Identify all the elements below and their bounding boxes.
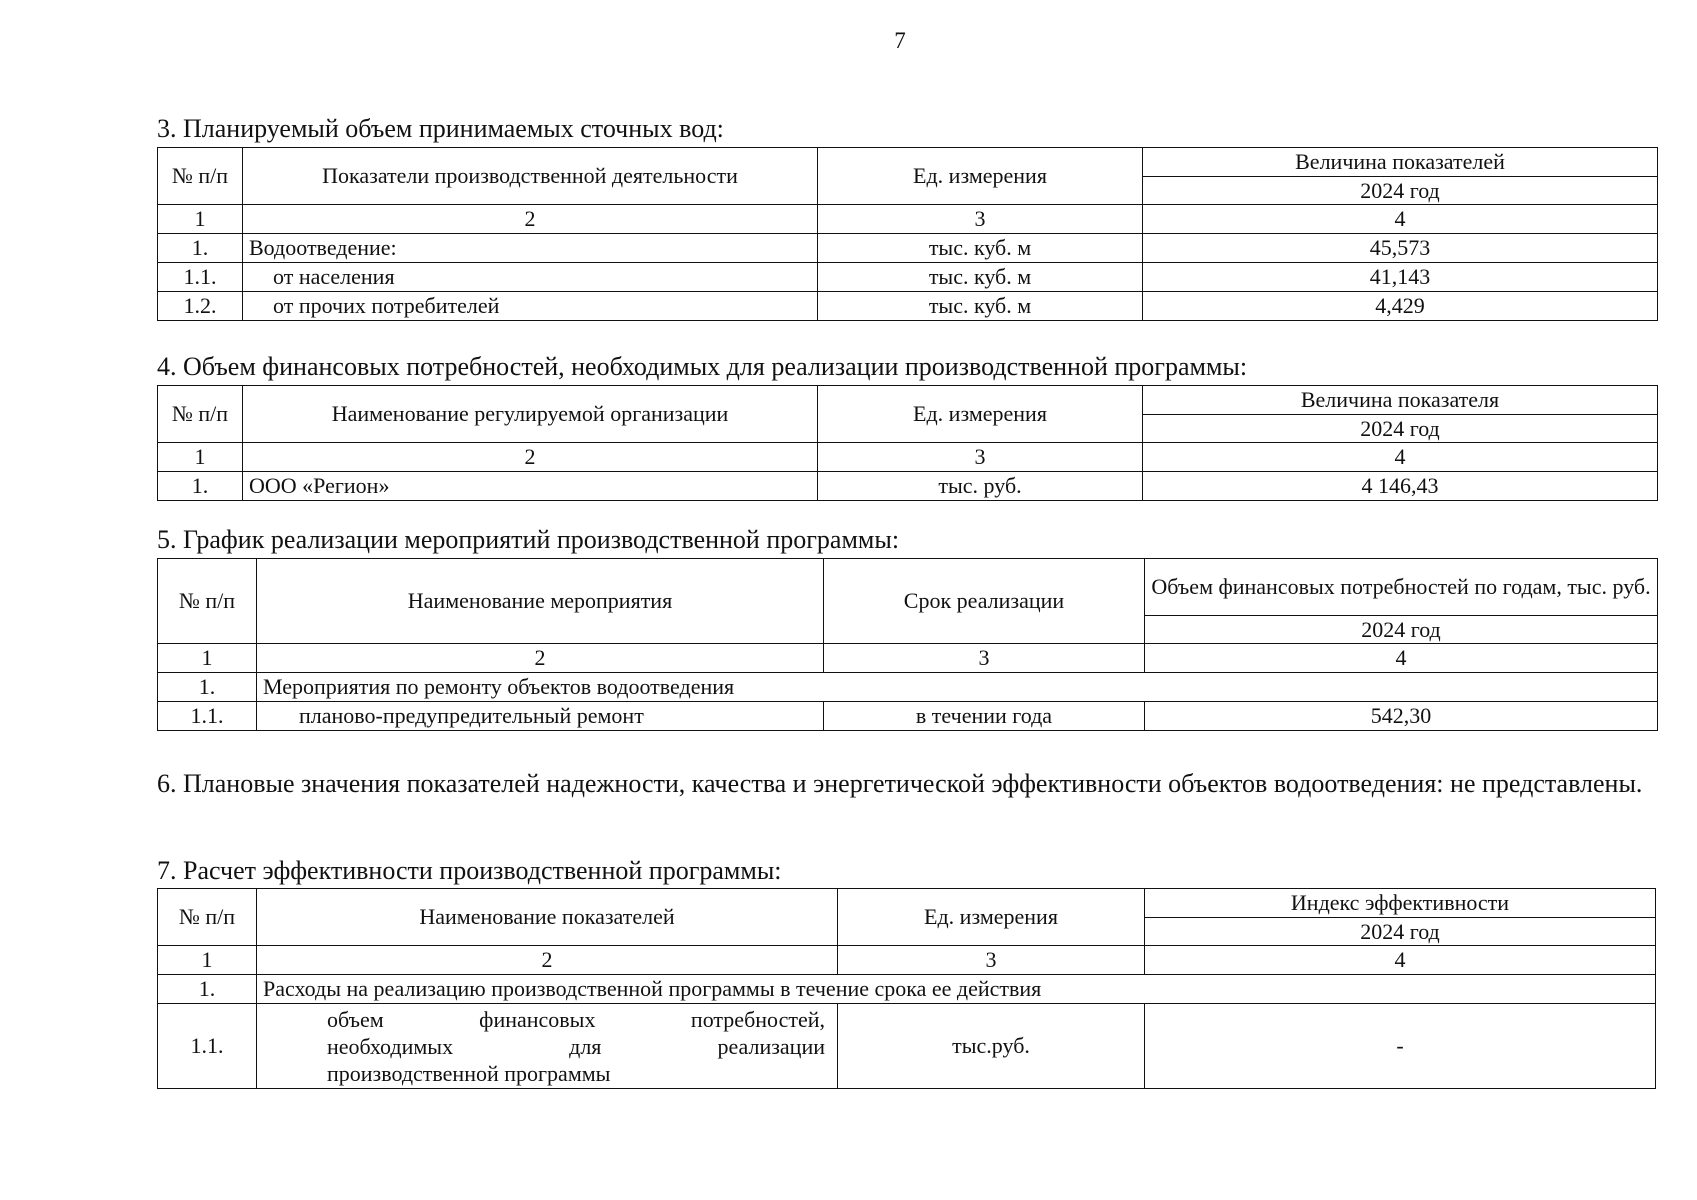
row-name: от прочих потребителей [243,292,818,321]
row-num: 1. [158,234,243,263]
colnum: 3 [838,946,1145,975]
column-number-row [158,644,1658,673]
row-name: планово-предупредительный ремонт [257,702,824,731]
colnum: 2 [257,946,838,975]
row-name-line: необходимых для реализации [327,1033,825,1059]
colnum: 3 [824,644,1145,673]
row-name-line: объем финансовых потребностей, [327,1006,825,1032]
table-row [158,702,1658,731]
row-name [257,1004,838,1089]
row-num: 1.2. [158,292,243,321]
table-row [158,472,1658,501]
table-row [158,1004,1656,1089]
table-row [158,292,1658,321]
row-unit: тыс.руб. [838,1004,1145,1089]
colnum: 2 [243,443,818,472]
colnum: 1 [158,205,243,234]
colnum: 1 [158,946,257,975]
header-value: Величина показателей [1143,148,1658,177]
section-7-title: 7. Расчет эффективности производственной программы: [157,856,782,885]
header-indicator: Показатели производственной деятельности [243,148,818,205]
row-name: ООО «Регион» [243,472,818,501]
colnum: 4 [1143,205,1658,234]
header-num: № п/п [158,148,243,205]
colnum: 1 [158,443,243,472]
header-term: Срок реализации [824,559,1145,644]
colnum: 4 [1145,644,1658,673]
table-row [158,263,1658,292]
header-indicator: Наименование показателей [257,889,838,946]
header-measure: Наименование мероприятия [257,559,824,644]
table-row [158,673,1658,702]
group-name: Мероприятия по ремонту объектов водоотведения [257,673,1658,702]
section-6-text: 6. Плановые значения показателей надежности, качества и энергетической эффективности объектов водоотведения: не представлены. [157,769,1643,798]
column-number-row [158,443,1658,472]
row-unit: тыс. куб. м [818,234,1143,263]
row-name-line: производственной программы [327,1060,611,1086]
header-unit: Ед. измерения [838,889,1145,946]
page-number: 7 [894,28,906,53]
header-value: Объем финансовых потребностей по годам, тыс. руб. [1145,559,1658,616]
colnum: 3 [818,443,1143,472]
header-num: № п/п [158,386,243,443]
colnum: 4 [1145,946,1656,975]
financial-needs-table [157,385,1658,501]
group-num: 1. [158,673,257,702]
row-value: - [1145,1004,1656,1089]
row-num: 1.1. [158,1004,257,1089]
header-year: 2024 год [1143,177,1658,205]
group-name: Расходы на реализацию производственной программы в течение срока ее действия [257,975,1656,1004]
colnum: 2 [243,205,818,234]
header-value: Индекс эффективности [1145,889,1656,918]
table-row [158,234,1658,263]
header-unit: Ед. измерения [818,148,1143,205]
section-4-title: 4. Объем финансовых потребностей, необходимых для реализации производственной программы: [157,352,1248,381]
colnum: 4 [1143,443,1658,472]
row-name: от населения [243,263,818,292]
header-organization: Наименование регулируемой организации [243,386,818,443]
wastewater-volume-table [157,147,1658,321]
section-5-title: 5. График реализации мероприятий производственной программы: [157,525,900,554]
row-term: в течении года [824,702,1145,731]
row-value: 45,573 [1143,234,1658,263]
row-value: 542,30 [1145,702,1658,731]
header-value: Величина показателя [1143,386,1658,415]
row-num: 1.1. [158,702,257,731]
column-number-row [158,205,1658,234]
section-3-title: 3. Планируемый объем принимаемых сточных вод: [157,114,724,143]
row-name: Водоотведение: [243,234,818,263]
colnum: 1 [158,644,257,673]
colnum: 3 [818,205,1143,234]
column-number-row [158,946,1656,975]
header-num: № п/п [158,559,257,644]
row-value: 4 146,43 [1143,472,1658,501]
table-row [158,975,1656,1004]
colnum: 2 [257,644,824,673]
row-num: 1. [158,472,243,501]
header-year: 2024 год [1145,616,1658,644]
row-value: 41,143 [1143,263,1658,292]
row-unit: тыс. куб. м [818,292,1143,321]
row-unit: тыс. руб. [818,472,1143,501]
header-unit: Ед. измерения [818,386,1143,443]
header-year: 2024 год [1145,918,1656,946]
header-num: № п/п [158,889,257,946]
efficiency-table [157,888,1656,1089]
row-value: 4,429 [1143,292,1658,321]
row-unit: тыс. куб. м [818,263,1143,292]
header-year: 2024 год [1143,415,1658,443]
row-num: 1.1. [158,263,243,292]
implementation-schedule-table [157,558,1658,731]
group-num: 1. [158,975,257,1004]
